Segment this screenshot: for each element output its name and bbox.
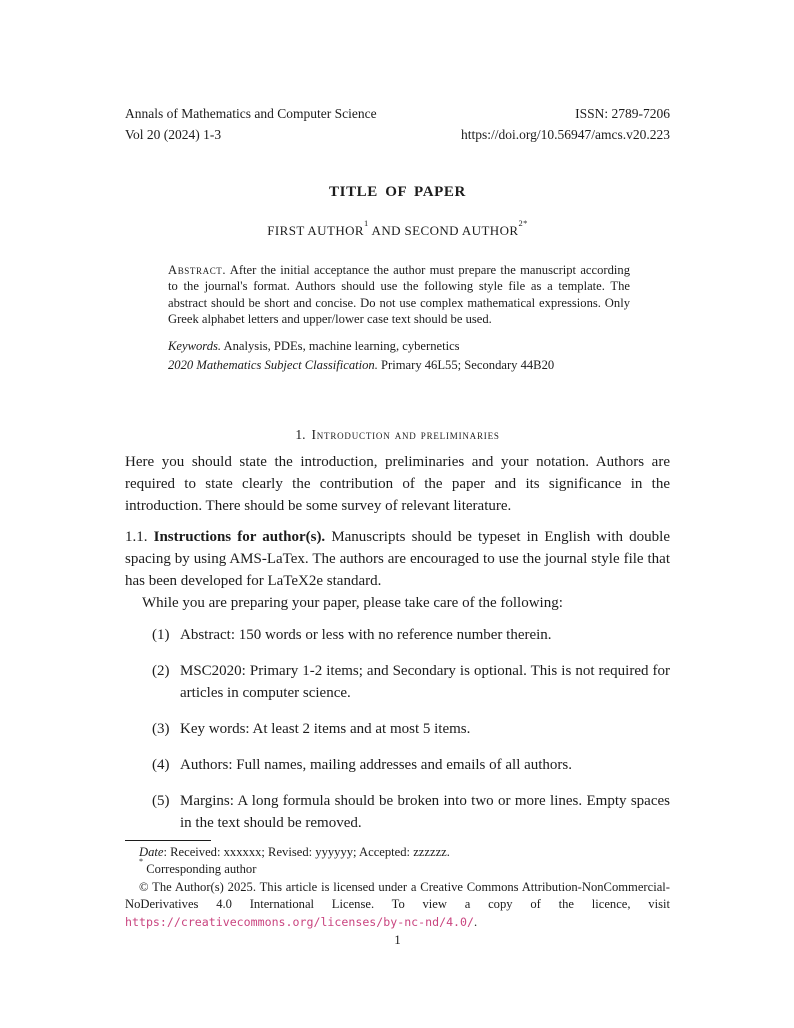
paper-title: TITLE OF PAPER: [329, 184, 466, 200]
journal-volume: Vol 20 (2024) 1-3: [125, 127, 222, 142]
list-item-text: Margins: A long formula should be broken into two or more lines. Empty spaces in the text should be removed.: [180, 792, 670, 831]
while-paragraph: While you are preparing your paper, please take care of the following:: [142, 594, 563, 611]
msc-line: [168, 356, 630, 375]
journal-info: [125, 103, 377, 145]
author-second: AND SECOND AUTHOR: [368, 223, 519, 238]
list-item-text: Key words: At least 2 items and at most 5 items.: [180, 720, 471, 737]
abstract-text: After the initial acceptance the author must prepare the manuscript according to the journal's format. Authors should use the following style file as a template. The abstract should be short and concise. Do not use complex mathematical expressions. Only Greek alphabet letters and upper/lower case text should be used.: [168, 263, 630, 327]
subsection-text: Manuscripts should be typeset in English with double spacing by using AMS-LaTex. The authors are encouraged to use the journal style file that has been developed for LaTeX2e standard.: [125, 528, 670, 589]
list-item: [125, 624, 670, 646]
section-heading: [125, 426, 670, 444]
license-link[interactable]: https://creativecommons.org/licenses/by-nc-nd/4.0/: [125, 914, 475, 929]
subsection-number: 1.1.: [125, 528, 148, 545]
corresponding-author-text: Corresponding author: [143, 862, 257, 877]
issn: ISSN: 2789-7206: [575, 106, 670, 121]
list-item: [125, 718, 670, 740]
doi: https://doi.org/10.56947/amcs.v20.223: [461, 127, 670, 142]
author-first: FIRST AUTHOR: [267, 223, 364, 238]
keywords-text: Analysis, PDEs, machine learning, cybernetics: [221, 338, 460, 353]
date-footnote: [125, 844, 670, 862]
abstract-label: Abstract.: [168, 263, 227, 277]
issn-doi-info: [461, 103, 670, 145]
abstract: [168, 262, 630, 328]
date-text: : Received: xxxxxx; Revised: yyyyyy; Accepted: zzzzzz.: [163, 844, 450, 859]
list-item: [125, 660, 670, 704]
list-item-marker: (1): [152, 626, 170, 643]
corresponding-author-mark: *: [139, 857, 144, 867]
intro-paragraph: Here you should state the introduction, preliminaries and your notation. Authors are required to state clearly the contribution of the paper and its significance in the introduction. There should be some survey of relevant literature.: [125, 453, 670, 514]
msc-text: Primary 46L55; Secondary 44B20: [377, 357, 555, 372]
subsection-paragraph: [125, 526, 670, 592]
author-second-affiliation-mark: 2*: [518, 217, 528, 228]
section-title: Introduction and preliminaries: [311, 426, 500, 442]
msc-label: 2020 Mathematics Subject Classification.: [168, 357, 378, 372]
journal-name: Annals of Mathematics and Computer Science: [125, 106, 377, 121]
list-item-text: MSC2020: Primary 1-2 items; and Secondary is optional. This is not required for articles in computer science.: [180, 662, 670, 701]
keywords-label: Keywords.: [168, 338, 222, 353]
date-label: Date: [139, 844, 164, 859]
keywords-msc-block: [168, 337, 630, 375]
license-footnote: [125, 879, 670, 932]
subsection-title: Instructions for author(s).: [147, 528, 326, 545]
list-item-marker: (5): [152, 792, 170, 809]
footnote-block: [125, 840, 670, 932]
section-number: 1.: [295, 426, 306, 442]
list-item: [125, 754, 670, 776]
list-item-marker: (4): [152, 756, 170, 773]
list-item-text: Authors: Full names, mailing addresses and emails of all authors.: [180, 756, 573, 773]
list-item: [125, 790, 670, 834]
running-head: [125, 103, 670, 145]
license-text: © The Author(s) 2025. This article is licensed under a Creative Commons Attribution-NonCommercial-NoDerivatives 4.0 International License. To view a copy of the licence, visit: [125, 879, 670, 912]
list-item-marker: (3): [152, 720, 170, 737]
footnote-rule: [125, 840, 211, 841]
author-first-affiliation-mark: 1: [363, 217, 369, 228]
keywords-line: [168, 337, 630, 356]
author-line: [125, 217, 670, 239]
page-number: 1: [394, 932, 401, 948]
corresponding-author-footnote: [125, 857, 670, 879]
list-item-text: Abstract: 150 words or less with no reference number therein.: [180, 626, 552, 643]
list-item-marker: (2): [152, 662, 170, 679]
license-period: .: [474, 914, 478, 929]
instruction-list: [125, 624, 670, 834]
